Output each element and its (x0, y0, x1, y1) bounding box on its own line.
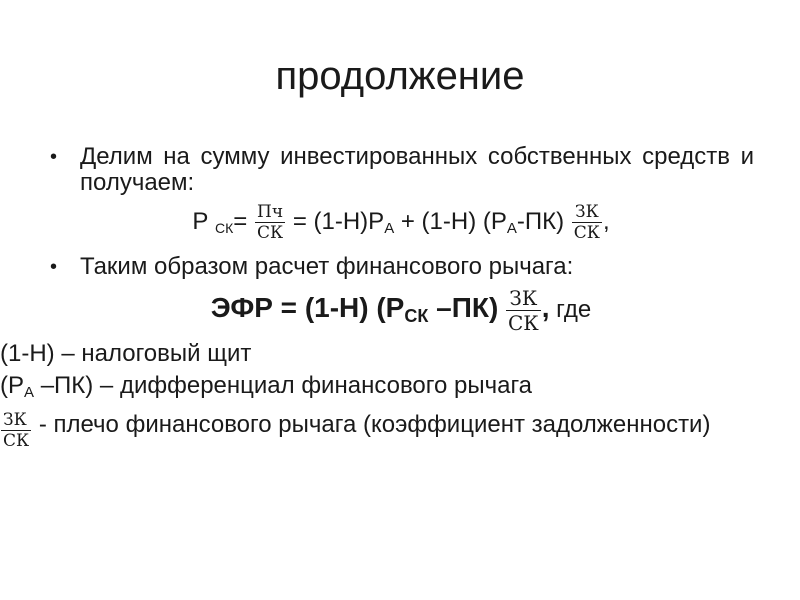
bullet-dot-icon: • (50, 255, 58, 278)
definition-differential-sub: А (24, 383, 35, 401)
bullet-item-2 (48, 254, 754, 280)
definition-tax-shield: (1-Н) – налоговый щит (0, 339, 252, 367)
fraction-numerator: ЗК (1, 410, 31, 431)
fraction-debt-equity (572, 202, 602, 243)
fraction-debt-equity (1, 410, 31, 451)
definition-differential (0, 371, 754, 408)
formula-p: Р (192, 207, 209, 235)
formula-mid2: + (1-Н) (Р (400, 207, 507, 235)
formula-efr-mid: –ПК) (436, 291, 499, 323)
slide-content (0, 143, 754, 451)
formula-tail: , (602, 207, 610, 235)
slide-title: продолжение (275, 54, 525, 98)
formula-efr-lead-text: ЭФР = (1-Н) (Р (210, 291, 405, 323)
definition-leverage-arm-text: - плечо финансового рычага (коэффициент задолженности) (38, 410, 711, 438)
formula-return-on-equity (48, 202, 754, 246)
fraction-net-profit-equity (255, 202, 285, 243)
fraction-denominator: СК (507, 310, 539, 335)
bullet-text-1: Делим на сумму инвестированных собственных средств и получаем: (80, 143, 754, 196)
fraction-numerator: ЗК (506, 286, 541, 311)
bullet-item-1 (48, 144, 754, 196)
definition-leverage-arm (0, 410, 754, 451)
formula-efr-tail: где (549, 295, 592, 323)
fraction-numerator: Пч (255, 202, 285, 223)
formula-mid-sub: А (384, 219, 395, 237)
formula-mid: = (1-Н)Р (292, 207, 385, 235)
fraction-denominator: СК (573, 223, 600, 243)
bullet-text-2: Таким образом расчет финансового рычага: (80, 252, 574, 280)
definition-differential-a: (Р (0, 371, 24, 399)
formula-financial-leverage (48, 286, 754, 335)
formula-efr-comma: , (541, 291, 550, 323)
bullet-dot-icon: • (50, 146, 58, 168)
formula-p-sub: СК (215, 219, 234, 236)
fraction-debt-equity (506, 286, 541, 335)
fraction-numerator: ЗК (572, 202, 602, 223)
formula-mid2-sub: А (506, 219, 517, 237)
formula-mid3: -ПК) (516, 207, 565, 235)
formula-eq: = (233, 207, 248, 235)
formula-efr-lead (210, 291, 499, 326)
formula-efr-sub: СК (404, 305, 429, 326)
fraction-denominator: СК (3, 430, 30, 451)
fraction-denominator: СК (256, 223, 284, 243)
definition-differential-b: –ПК) – дифференциал финансового рычага (40, 371, 533, 399)
